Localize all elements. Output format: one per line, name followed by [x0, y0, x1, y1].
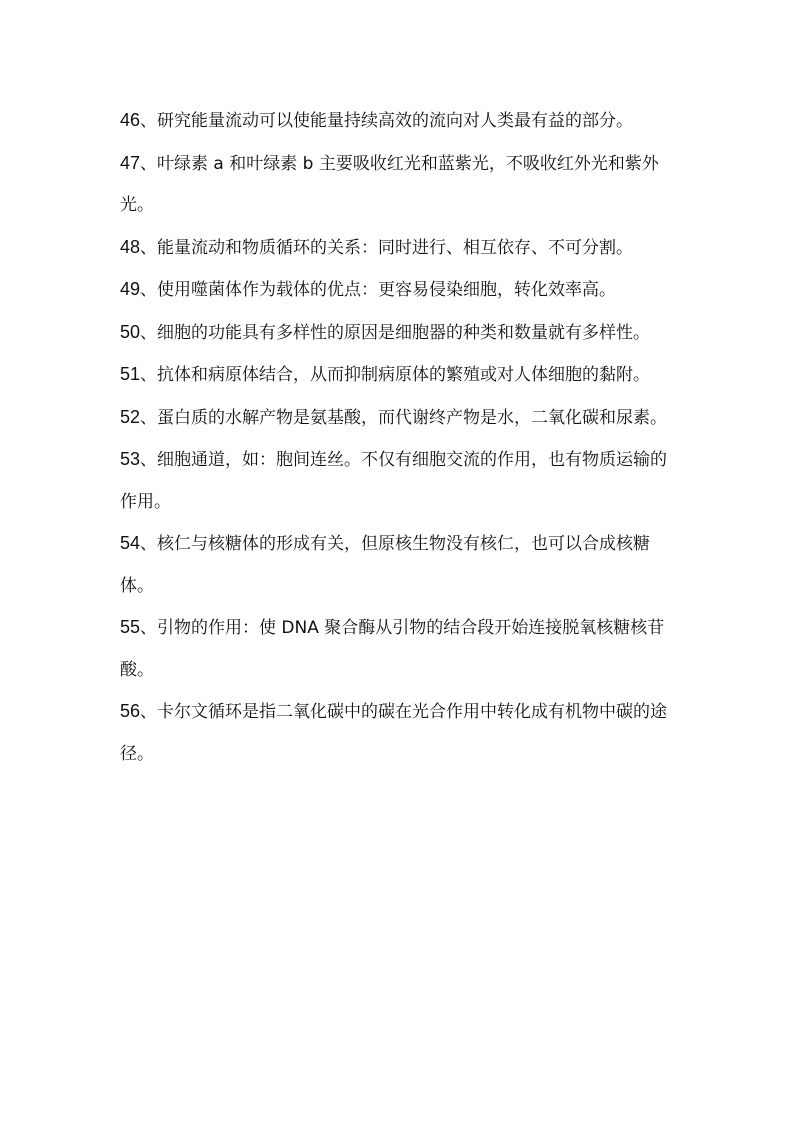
item-text: 、引物的作用：使 DNA 聚合酶从引物的结合段开始连接脱氧核糖核苷酸。 [120, 618, 665, 680]
item-text: 、核仁与核糖体的形成有关，但原核生物没有核仁，也可以合成核糖体。 [120, 534, 651, 596]
item-number: 55 [120, 617, 141, 637]
list-item-53 [120, 439, 676, 523]
list-item-48 [120, 227, 676, 270]
list-item-46 [120, 100, 676, 143]
item-text: 、细胞通道，如：胞间连丝。不仅有细胞交流的作用，也有物质运输的作用。 [120, 450, 668, 512]
item-number: 48 [120, 236, 141, 257]
item-text: 、使用噬菌体作为载体的优点：更容易侵染细胞，转化效率高。 [140, 280, 617, 300]
list-item-56 [120, 691, 676, 775]
document-body [120, 100, 676, 775]
item-number: 53 [120, 449, 141, 469]
item-number: 46 [120, 110, 141, 130]
item-number: 56 [120, 701, 141, 721]
list-item-47 [120, 143, 676, 227]
item-number: 47 [120, 152, 141, 173]
item-number: 51 [120, 364, 141, 384]
item-text: 、蛋白质的水解产物是氨基酸，而代谢终产物是水，二氧化碳和尿素。 [140, 407, 668, 428]
list-item-54 [120, 523, 676, 607]
list-item-55 [120, 607, 676, 691]
list-item-52 [120, 397, 676, 440]
item-number: 52 [120, 406, 141, 427]
item-text: 、叶绿素 a 和叶绿素 b 主要吸收红光和蓝紫光，不吸收红外光和紫外光。 [120, 153, 659, 215]
item-number: 50 [120, 321, 141, 342]
list-item-49 [120, 269, 676, 312]
item-text: 、卡尔文循环是指二氧化碳中的碳在光合作用中转化成有机物中碳的途径。 [120, 702, 668, 764]
item-text: 、能量流动和物质循环的关系：同时进行、相互依存、不可分割。 [140, 237, 634, 258]
item-text: 、研究能量流动可以使能量持续高效的流向对人类最有益的部分。 [140, 111, 634, 131]
list-item-50 [120, 312, 676, 355]
list-item-51 [120, 354, 676, 397]
item-number: 49 [120, 279, 141, 299]
item-number: 54 [120, 533, 141, 553]
item-text: 、抗体和病原体结合，从而抑制病原体的繁殖或对人体细胞的黏附。 [140, 365, 651, 385]
item-text: 、细胞的功能具有多样性的原因是细胞器的种类和数量就有多样性。 [140, 322, 651, 343]
